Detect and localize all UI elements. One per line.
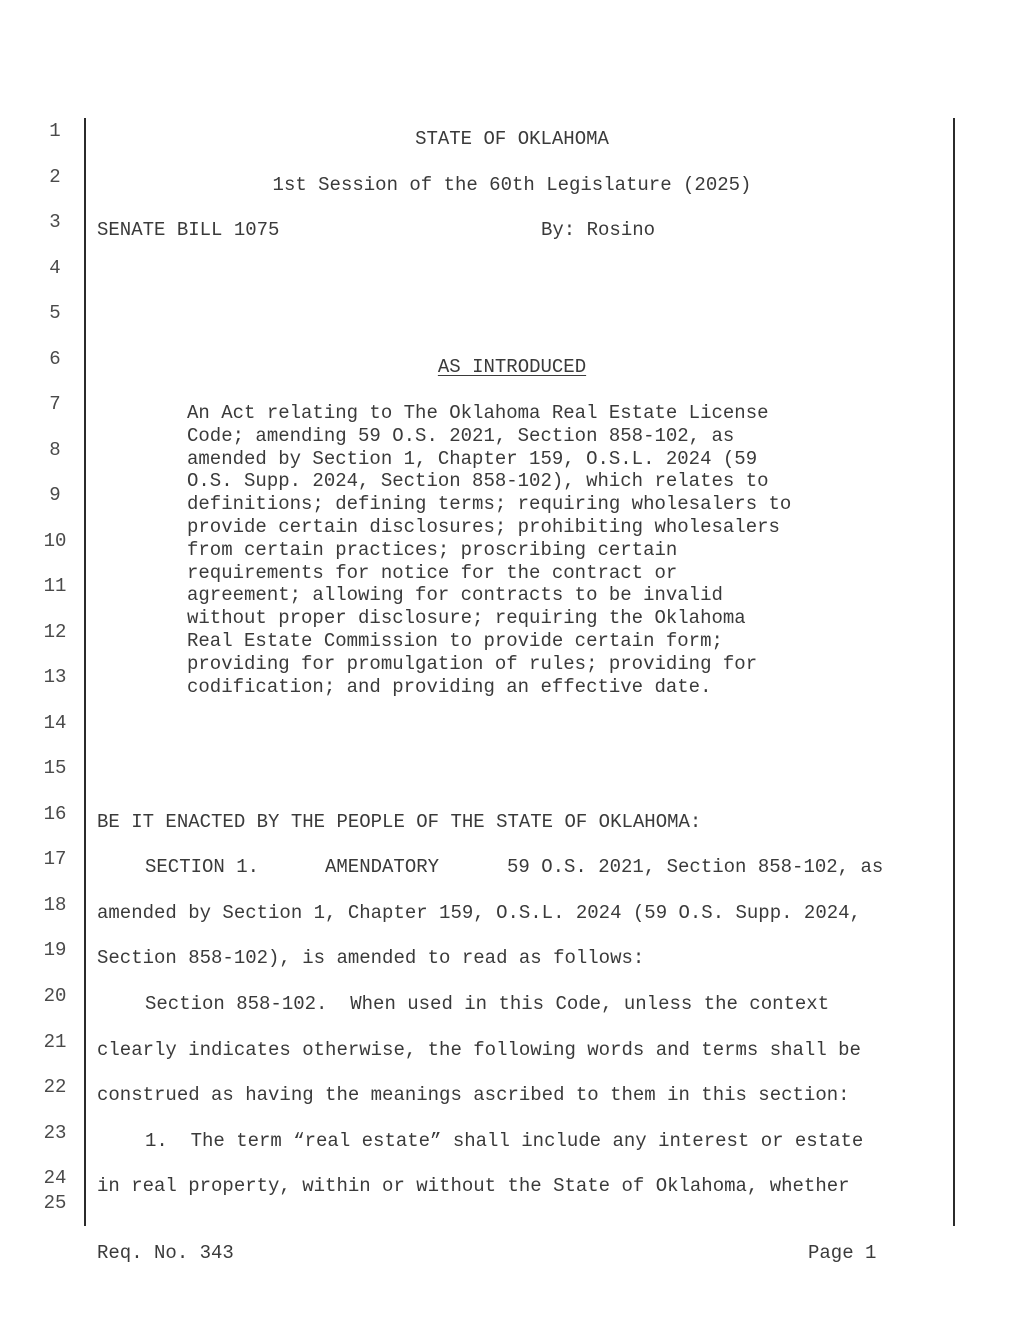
line-number: 1 [49,120,61,142]
page-number: Page 1 [808,1242,877,1264]
line-number: 11 [43,575,67,597]
title-line: from certain practices; proscribing certain [187,538,678,561]
section-label: SECTION 1. [145,856,260,878]
body-line: Section 858-102), is amended to read as follows: [97,947,645,969]
status-heading [97,358,927,377]
title-line: provide certain disclosures; prohibiting wholesalers [187,515,780,538]
line-number: 18 [43,894,67,916]
title-line: Code; amending 59 O.S. 2021, Section 858-102, as [187,424,735,447]
bill-title [187,402,887,698]
body-line: 1. The term “real estate” shall include any interest or estate [145,1130,864,1152]
line-number: 20 [43,985,67,1007]
line-number: 9 [49,484,61,506]
line-number-partial: 25 [43,1192,67,1214]
title-line: agreement; allowing for contracts to be invalid [187,584,723,607]
body-line: amended by Section 1, Chapter 159, O.S.L. 2024 (59 O.S. Supp. 2024, [97,902,861,924]
line-number: 12 [43,621,67,643]
line-number: 24 [43,1167,67,1189]
request-number: Req. No. 343 [97,1242,234,1264]
bill-author: By: Rosino [541,219,656,241]
status-text: AS INTRODUCED [437,356,587,378]
line-number: 22 [43,1076,67,1098]
line-number: 4 [49,257,61,279]
title-line: definitions; defining terms; requiring wholesalers to [187,493,792,516]
line-number: 5 [49,302,61,324]
line-number: 17 [43,848,67,870]
left-margin-rule [84,118,86,1226]
enacting-clause: BE IT ENACTED BY THE PEOPLE OF THE STATE OF OKLAHOMA: [97,811,702,833]
line-number: 23 [43,1122,67,1144]
session-heading: 1st Session of the 60th Legislature (2025) [272,174,752,196]
right-margin-rule [953,118,955,1226]
line-number: 3 [49,211,61,233]
line-number: 19 [43,939,67,961]
line-number: 10 [43,530,67,552]
title-line: O.S. Supp. 2024, Section 858-102), which relates to [187,470,769,493]
title-line: without proper disclosure; requiring the Oklahoma [187,607,746,630]
line-number: 6 [49,348,61,370]
title-line: providing for promulgation of rules; providing for [187,652,758,675]
line-number: 21 [43,1031,67,1053]
line-number: 7 [49,393,61,415]
line-number: 16 [43,803,67,825]
body-line: construed as having the meanings ascribed to them in this section: [97,1084,850,1106]
line-number: 13 [43,666,67,688]
section-type: AMENDATORY [325,856,440,878]
title-line: Real Estate Commission to provide certain form; [187,629,723,652]
state-heading: STATE OF OKLAHOMA [415,128,609,150]
body-line: clearly indicates otherwise, the following words and terms shall be [97,1039,861,1061]
bill-label: SENATE BILL 1075 [97,219,280,241]
line-number: 14 [43,712,67,734]
title-line: An Act relating to The Oklahoma Real Estate License [187,402,769,424]
line-number: 15 [43,757,67,779]
body-line: in real property, within or without the State of Oklahoma, whether [97,1175,850,1197]
title-line: requirements for notice for the contract or [187,561,678,584]
line-number: 2 [49,166,61,188]
section-citation: 59 O.S. 2021, Section 858-102, as [507,856,884,878]
title-line: codification; and providing an effective date. [187,675,712,698]
line-number: 8 [49,439,61,461]
body-line: Section 858-102. When used in this Code, unless the context [145,993,830,1015]
title-line: amended by Section 1, Chapter 159, O.S.L. 2024 (59 [187,447,758,470]
